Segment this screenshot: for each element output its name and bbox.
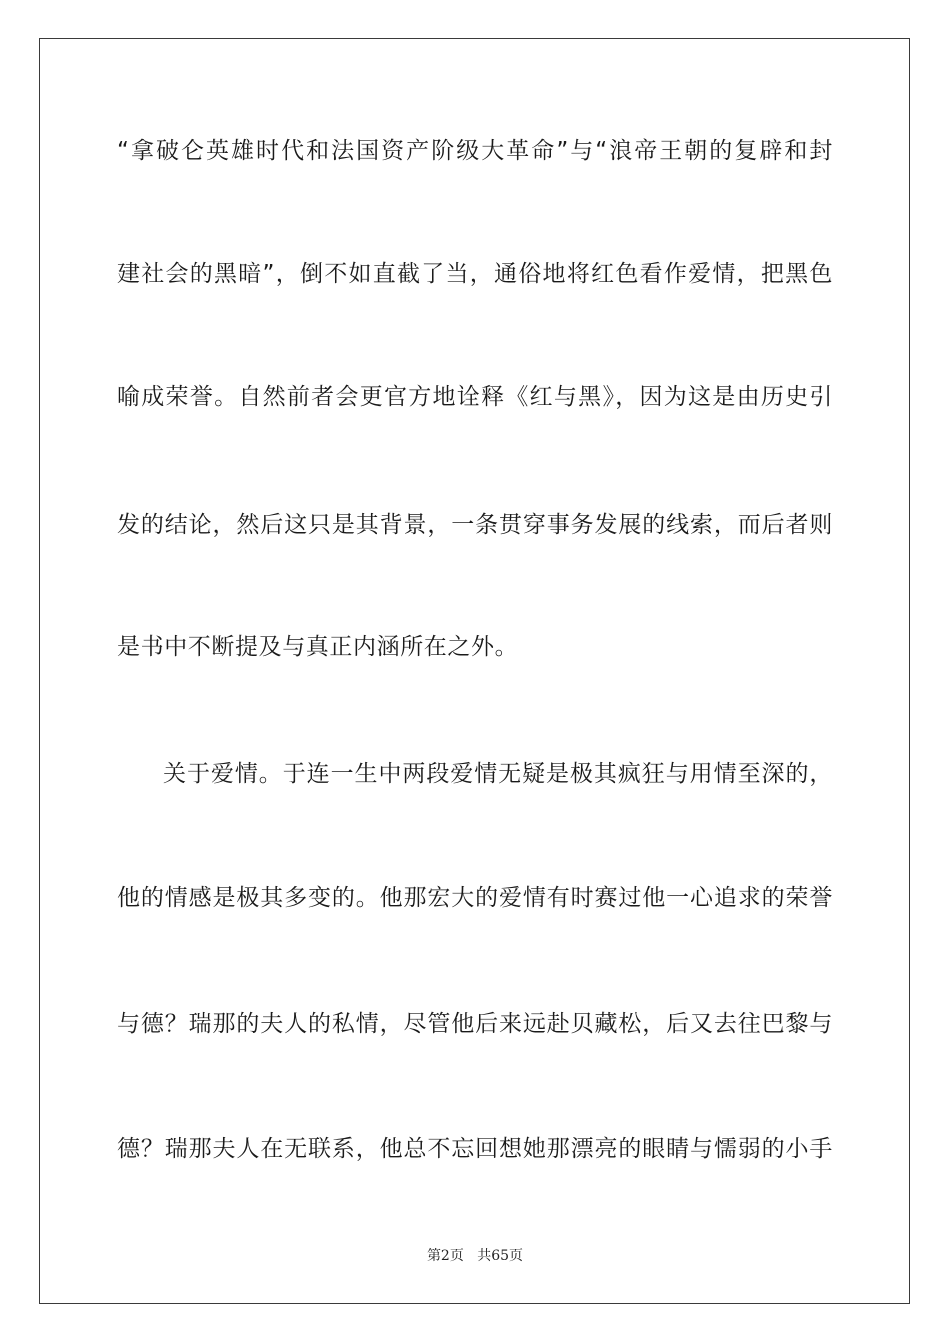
text-line-7: 他的情感是极其多变的。他那宏大的爱情有时赛过他一心追求的荣誉 xyxy=(117,885,833,911)
text-line-4: 发的结论，然后这只是其背景，一条贯穿事务发展的线索，而后者则 xyxy=(117,512,833,538)
text-line-8: 与德？瑞那的夫人的私情，尽管他后来远赴贝藏松，后又去往巴黎与 xyxy=(117,1011,833,1037)
text-line-1: “拿破仑英雄时代和法国资产阶级大革命”与“浪帝王朝的复辟和封 xyxy=(117,138,833,164)
text-line-5: 是书中不断提及与真正内涵所在之外。 xyxy=(117,634,519,660)
text-line-3: 喻成荣誉。自然前者会更官方地诠释《红与黑》，因为这是由历史引 xyxy=(117,384,833,410)
text-line-6: 关于爱情。于连一生中两段爱情无疑是极其疯狂与用情至深的， xyxy=(163,761,833,787)
page-footer xyxy=(0,1247,950,1265)
text-line-9: 德？瑞那夫人在无联系，他总不忘回想她那漂亮的眼睛与懦弱的小手 xyxy=(117,1136,833,1162)
total-pages: 共65页 xyxy=(477,1248,524,1264)
page-border xyxy=(39,38,910,1304)
text-line-2: 建社会的黑暗”，倒不如直截了当，通俗地将红色看作爱情，把黑色 xyxy=(117,261,833,287)
page-number: 第2页 xyxy=(426,1248,464,1264)
